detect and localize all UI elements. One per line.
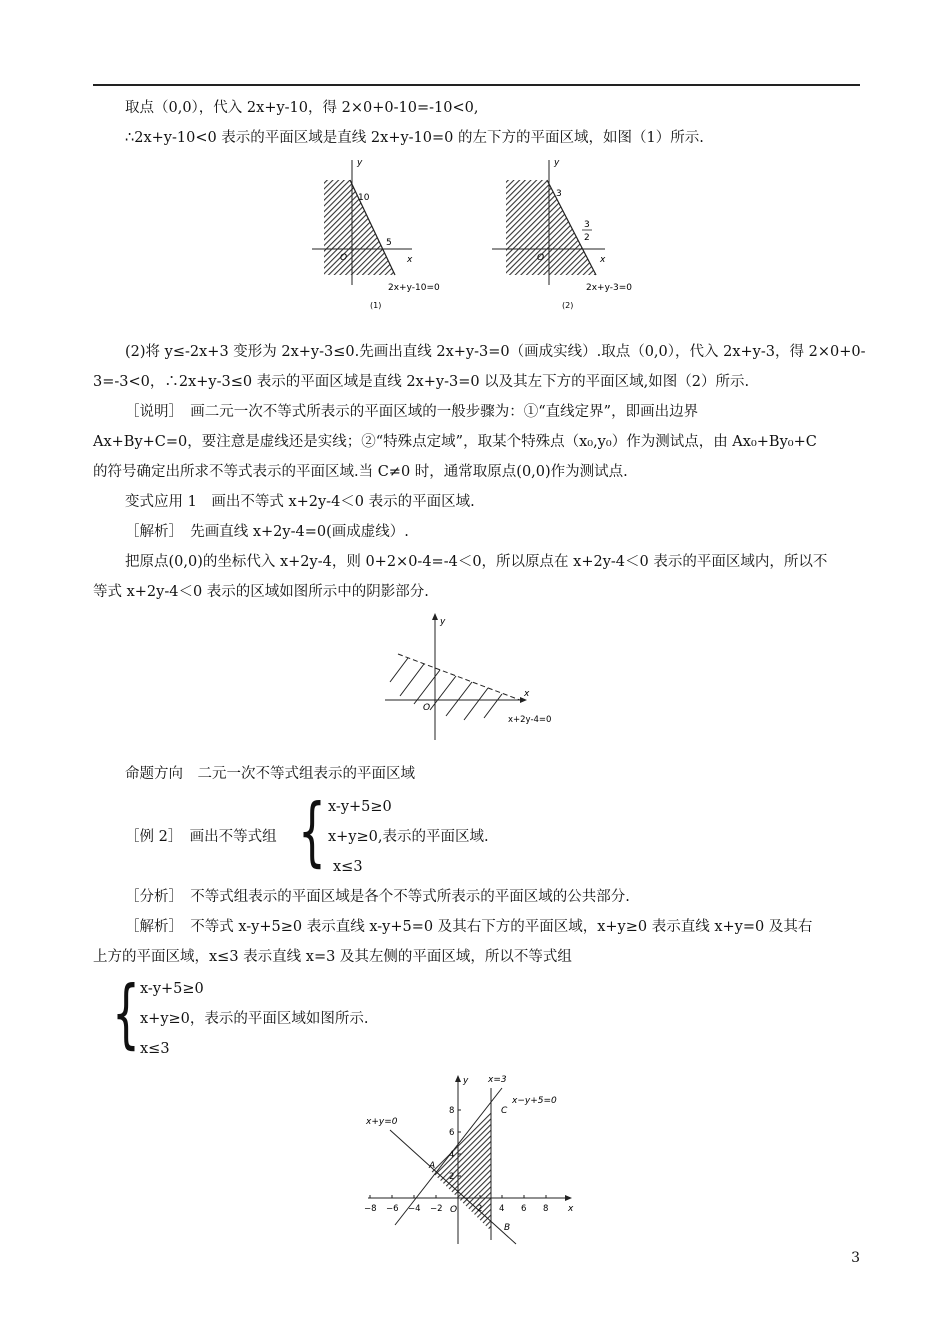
xtick: −8	[364, 1204, 377, 1214]
tick-3: 3	[556, 189, 562, 199]
axis-y-label: y	[463, 1076, 469, 1086]
line-label-2: 2x+y-3=0	[586, 283, 633, 293]
xtick: 8	[543, 1204, 549, 1214]
figure-3	[360, 1068, 590, 1246]
axis-y-label: y	[357, 158, 363, 168]
paragraph-3b: 3=-3<0，∴2x+y-3≤0 表示的平面区域是直线 2x+y-3=0 以及其左下方的平面区域,如图（2）所示.	[93, 374, 750, 390]
shaded-region-2	[506, 180, 596, 275]
paragraph-8: 命题方向 二元一次不等式组表示的平面区域	[125, 766, 415, 782]
brace-2: {	[112, 971, 140, 1058]
caption-1: (1)	[370, 301, 382, 310]
paragraph-10a: ［解析］ 不等式 x-y+5≥0 表示直线 x-y+5=0 及其右下方的平面区域，x+y≥0 表示直线 x+y=0 及其右	[125, 919, 813, 935]
axis-y-label-2: y	[554, 158, 560, 168]
figure-2	[380, 612, 570, 742]
paragraph-9: ［分析］ 不等式组表示的平面区域是各个不等式所表示的平面区域的公共部分.	[125, 889, 630, 905]
xtick: −2	[430, 1204, 443, 1214]
ytick: 6	[449, 1128, 455, 1138]
xtick: 6	[521, 1204, 527, 1214]
caption-2: (2)	[562, 301, 574, 310]
origin-label: O	[340, 253, 348, 263]
ytick: 4	[449, 1150, 455, 1160]
paragraph-5: 变式应用 1 画出不等式 x+2y-4＜0 表示的平面区域.	[125, 494, 475, 510]
axis-x-label: x	[524, 689, 530, 699]
label-x-minus-y-plus-5: x−y+5=0	[512, 1096, 557, 1106]
origin-label: O	[423, 703, 431, 713]
paragraph-7a: 把原点(0,0)的坐标代入 x+2y-4，则 0+2×0-4=-4＜0，所以原点在 x+2y-4＜0 表示的平面区域内，所以不	[125, 554, 828, 570]
xtick: −6	[386, 1204, 399, 1214]
sys1-row3: x≤3	[333, 859, 363, 875]
paragraph-6: ［解析］ 先画直线 x+2y-4=0(画成虚线）.	[125, 524, 409, 540]
line-label-1: 2x+y-10=0	[388, 283, 440, 293]
figure-1	[300, 150, 640, 315]
tick-3-numerator: 3	[584, 220, 590, 230]
tick-2-denominator: 2	[584, 233, 590, 243]
tick-5: 5	[386, 238, 392, 248]
xtick: 2	[477, 1204, 483, 1214]
label-x-3: x=3	[488, 1075, 507, 1085]
sys2-row1: x-y+5≥0	[140, 981, 204, 997]
sys1-row2: x+y≥0,表示的平面区域.	[328, 829, 489, 845]
page-number: 3	[851, 1250, 860, 1266]
paragraph-3a: (2)将 y≤-2x+3 变形为 2x+y-3≤0.先画出直线 2x+y-3=0（画成实线）.取点（0,0），代入 2x+y-3，得 2×0+0-	[125, 344, 866, 360]
header-rule	[93, 84, 860, 86]
axis-x-label: x	[407, 255, 413, 265]
ytick: 2	[449, 1172, 455, 1182]
sys2-row3: x≤3	[140, 1041, 170, 1057]
ytick: 8	[449, 1106, 455, 1116]
paragraph-4b: Ax+By+C=0，要注意是虚线还是实线；②“特殊点定域”，取某个特殊点（x₀,y₀）作为测试点，由 Ax₀+By₀+C	[93, 434, 817, 450]
xtick: −4	[408, 1204, 421, 1214]
paragraph-2: ∴2x+y-10<0 表示的平面区域是直线 2x+y-10=0 的左下方的平面区域，如图（1）所示.	[125, 130, 704, 146]
point-B: B	[504, 1223, 511, 1233]
paragraph-7b: 等式 x+2y-4＜0 表示的区域如图所示中的阴影部分.	[93, 584, 429, 600]
sys2-row2: x+y≥0，表示的平面区域如图所示.	[140, 1011, 369, 1027]
line-label: x+2y-4=0	[508, 715, 552, 725]
axis-x-label: x	[568, 1204, 574, 1214]
sys1-prefix: ［例 2］ 画出不等式组	[125, 829, 277, 845]
tick-10: 10	[358, 193, 370, 203]
point-A: A	[429, 1161, 436, 1171]
axis-x-label-2: x	[600, 255, 606, 265]
paragraph-10b: 上方的平面区域，x≤3 表示直线 x=3 及其左侧的平面区域，所以不等式组	[93, 949, 572, 965]
brace-1: {	[298, 789, 326, 876]
paragraph-4c: 的符号确定出所求不等式表示的平面区域.当 C≠0 时，通常取原点(0,0)作为测试点.	[93, 464, 628, 480]
origin-label-2: O	[537, 253, 545, 263]
paragraph-4a: ［说明］ 画二元一次不等式所表示的平面区域的一般步骤为：①“直线定界”，即画出边界	[125, 404, 699, 420]
origin-label: O	[450, 1205, 458, 1215]
xtick: 4	[499, 1204, 505, 1214]
paragraph-1: 取点（0,0），代入 2x+y-10，得 2×0+0-10=-10<0,	[125, 100, 479, 116]
label-x-plus-y-0: x+y=0	[366, 1117, 398, 1127]
point-C: C	[501, 1106, 508, 1116]
sys1-row1: x-y+5≥0	[328, 799, 392, 815]
axis-y-label: y	[440, 617, 446, 627]
